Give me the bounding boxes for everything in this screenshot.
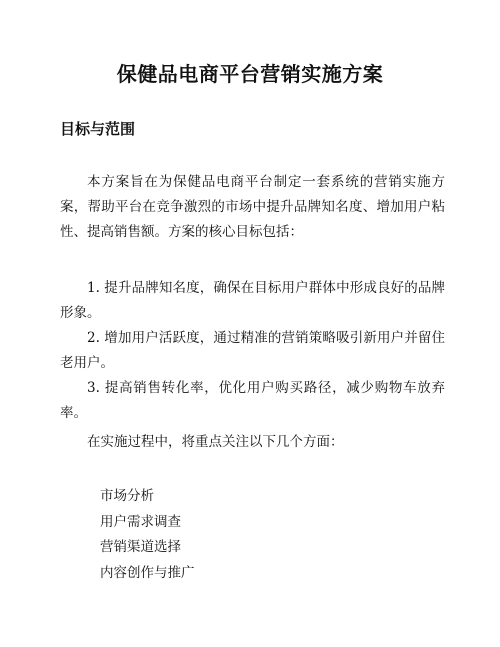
focus-item: 内容创作与推广 [100,564,195,581]
focus-intro-paragraph: 在实施过程中，将重点关注以下几个方面： [87,434,344,450]
intro-paragraph: 本方案旨在为保健品电商平台制定一套系统的营销实施方案，帮助平台在竞争激烈的市场中提升品牌知名度、增加用户粘性、提高销售额。方案的核心目标包括： [60,174,445,240]
goal-item: 2. 增加用户活跃度，通过精准的营销策略吸引新用户并留住老用户。 [60,330,445,371]
focus-list [100,484,195,586]
focus-item: 市场分析 [100,488,154,504]
goals-list [60,276,445,426]
goal-item: 1. 提升品牌知名度，确保在目标用户群体中形成良好的品牌形象。 [60,280,445,321]
section-heading: 目标与范围 [60,120,136,138]
focus-item: 营销渠道选择 [100,539,181,555]
document-title: 保健品电商平台营销实施方案 [116,62,384,86]
focus-item: 用户需求调查 [100,513,181,530]
goal-item: 3. 提高销售转化率，优化用户购买路径，减少购物车放弃率。 [60,380,445,421]
